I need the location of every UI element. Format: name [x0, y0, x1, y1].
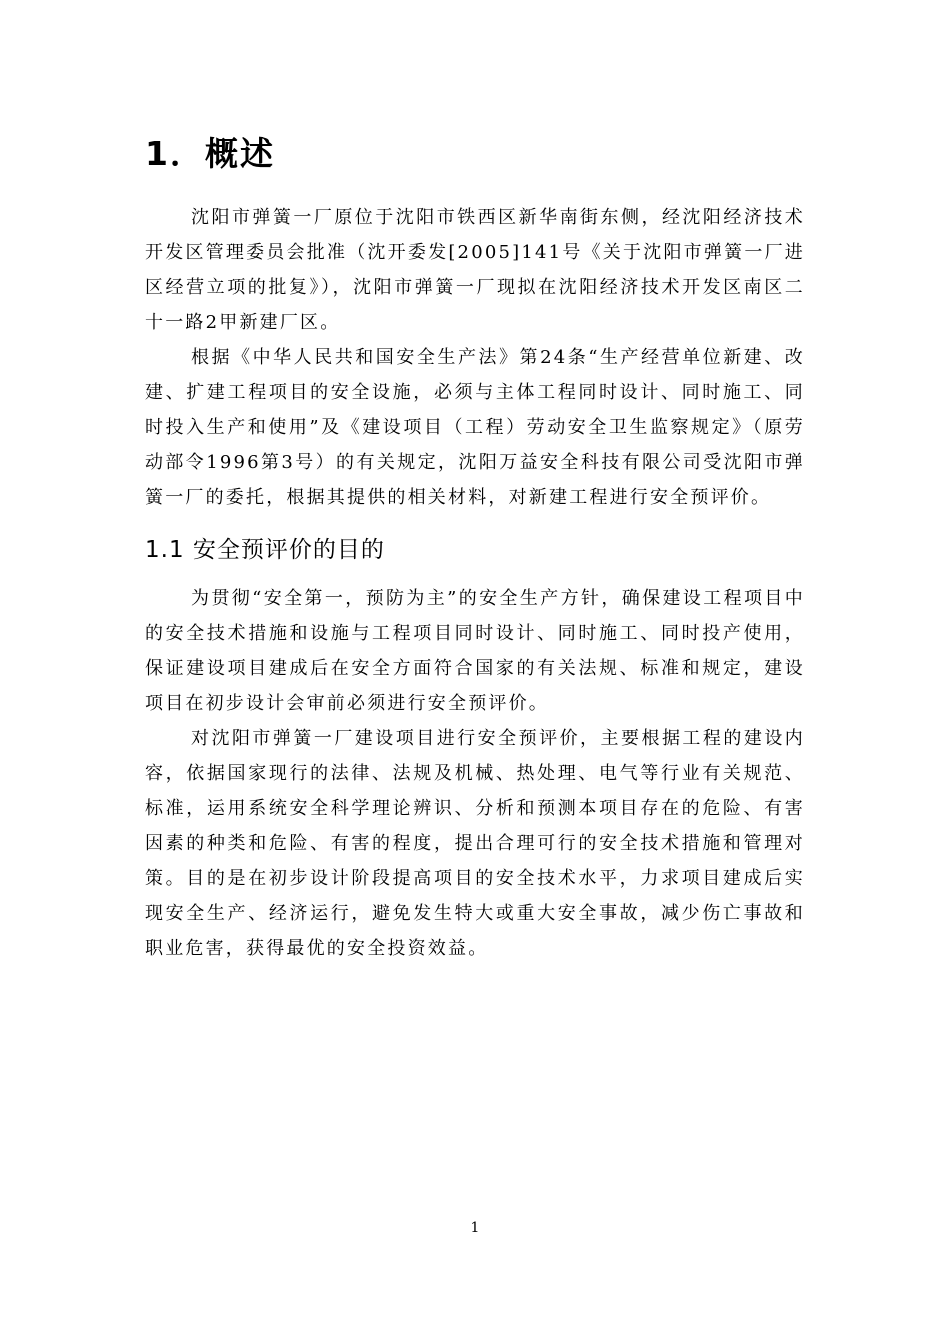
- paragraph-legal-basis: 根据《中华人民共和国安全生产法》第24条“生产经营单位新建、改建、扩建工程项目的安全设施，必须与主体工程同时设计、同时施工、同时投入生产和使用”及《建设项目（工程）劳动安全卫生监察规定》（原劳动部令1996第3号）的有关规定，沈阳万益安全科技有限公司受沈阳市弹簧一厂的委托，根据其提供的相关材料，对新建工程进行安全预评价。: [145, 347, 805, 508]
- section-heading-overview: 1．概述: [145, 134, 275, 173]
- subsection-heading-purpose: 1.1 安全预评价的目的: [145, 537, 385, 563]
- subsection-block: [145, 531, 805, 569]
- paragraph-purpose-detail: 对沈阳市弹簧一厂建设项目进行安全预评价，主要根据工程的建设内容，依据国家现行的法律、法规及机械、热处理、电气等行业有关规范、标准，运用系统安全科学理论辨识、分析和预测本项目存在的危险、有害因素的种类和危险、有害的程度，提出合理可行的安全技术措施和管理对策。目的是在初步设计阶段提高项目的安全技术水平，力求项目建成后实现安全生产、经济运行，避免发生特大或重大安全事故，减少伤亡事故和职业危害，获得最优的安全投资效益。: [145, 728, 805, 959]
- paragraph-purpose-policy: 为贯彻“安全第一，预防为主”的安全生产方针，确保建设工程项目中的安全技术措施和设施与工程项目同时设计、同时施工、同时投产使用，保证建设项目建成后在安全方面符合国家的有关法规、标准和规定，建设项目在初步设计会审前必须进行安全预评价。: [145, 588, 805, 714]
- page-number: 1: [470, 1220, 480, 1236]
- paragraph-background: 沈阳市弹簧一厂原位于沈阳市铁西区新华南街东侧，经沈阳经济技术开发区管理委员会批准（沈开委发[2005]141号《关于沈阳市弹簧一厂进区经营立项的批复》），沈阳市弹簧一厂现拟在沈阳经济技术开发区南区二十一路2甲新建厂区。: [145, 207, 805, 333]
- page-content: [145, 128, 805, 966]
